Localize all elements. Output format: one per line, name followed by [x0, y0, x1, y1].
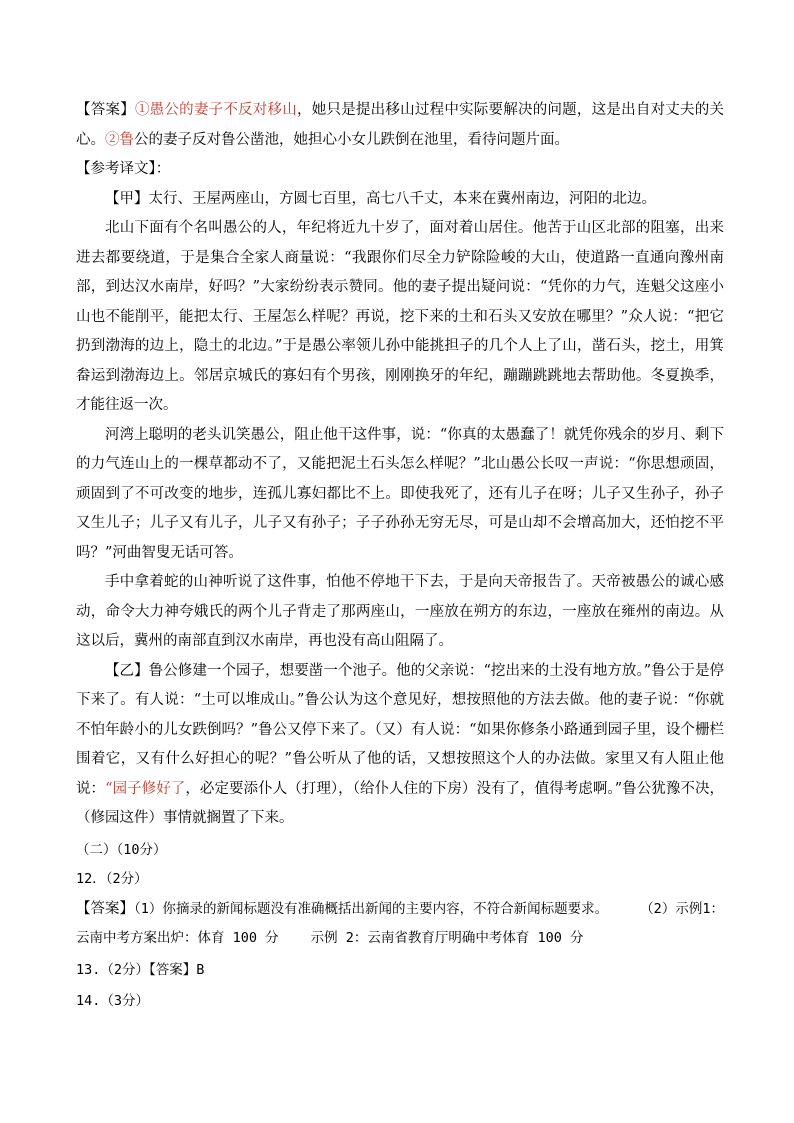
reference-translation-title: 【参考译文】： [76, 161, 171, 177]
translation-jia-p4: 手中拿着蛇的山神听说了这件事，怕他不停地干下去，于是向天帝报告了。天帝被愚公的诚心感动，命令大力神夸娥氏的两个儿子背走了那两座山，一座放在朔方的东边，一座放在雍州的南边。从这以后，冀州的南部直到汉水南岸，再也没有高山阻隔了。 [76, 574, 724, 649]
answer-12-example-a: （2）示例1：云南中考方案出炉：体育 100 分 [76, 900, 724, 946]
answer-12-text: （1）你摘录的新闻标题没有准确概括出新闻的主要内容，不符合新闻标题要求。 [134, 900, 609, 917]
answer-13: 【答案】B [149, 961, 205, 978]
answer-block-1 [76, 96, 724, 155]
answer-text-2: 公的妻子反对鲁公凿池，她担心小女儿跌倒在池里，看待问题片面。 [134, 131, 569, 148]
translation-yi-red: “园子修好了 [105, 780, 186, 797]
document-page [76, 96, 724, 1017]
answer-12-example-b: 示例 2：云南省教育厅明确中考体育 100 分 [310, 930, 584, 946]
answer-12 [76, 895, 724, 954]
translation-yi-main: 【乙】鲁公修建一个园子，想要凿一个池子。他的父亲说：“挖出来的土没有地方放。”鲁公于是停下来了。有人说：“土可以堆成山。”鲁公认为这个意见好，想按照他的方法去做。他的妻子说：“你就不怕年龄小的儿女跌倒吗？”鲁公又停下来了。（又）有人说：“如果你修条小路通到园子里，设个栅栏围着它，又有什么好担心的呢？”鲁公听从了他的话，又想按照这个人的办法做。家里又有人阻止他说： [76, 662, 724, 797]
answer-tag: 【答案】 [76, 102, 135, 118]
question-13-line [76, 956, 724, 986]
translation-jia-p2: 北山下面有个名叫愚公的人，年纪将近九十岁了，面对着山居住。他苦于山区北部的阻塞，出来进去都要绕道，于是集合全家人商量说：“我跟你们尽全力铲除险峻的大山，使道路一直通向豫州南部，到达汉水南岸，好吗？”大家纷纷表示赞同。他的妻子提出疑问说：“凭你的力气，连魁父这座小山也不能削平，能把太行、王屋怎么样呢？再说，挖下来的土和石头又安放在哪里？”众人说：“把它扔到渤海的边上，隐土的北边。”于是愚公率领儿孙中能挑担子的几个人上了山，凿石头，挖土，用箕畚运到渤海边上。邻居京城氏的寡妇有个男孩，刚刚换牙的年纪，蹦蹦跳跳地去帮助他。冬夏换季，才能往返一次。 [76, 220, 724, 413]
answer-12-tag: 【答案】 [76, 900, 135, 917]
question-12: 12．（2分） [76, 871, 148, 887]
translation-yi-tail: ，必定要添仆人（打理），（给仆人住的下房）没有了，值得考虑啊。”鲁公犹豫不决，（修园这件）事情就搁置了下来。 [76, 780, 724, 826]
answer-red-text: ①愚公的妻子不反对移山 [134, 102, 297, 118]
question-14: 14.（3分） [76, 993, 150, 1009]
question-13: 13.（2分） [76, 961, 150, 978]
translation-jia-p3: 河湾上聪明的老头讥笑愚公，阻止他干这件事，说：“你真的太愚蠢了！就凭你残余的岁月、剩下的力气连山上的一棵草都动不了，又能把泥土石头怎么样呢？”北山愚公长叹一声说：“你思想顽固，顽固到了不可改变的地步，连孤儿寡妇都比不上。即使我死了，还有儿子在呀；儿子又生孙子，孙子又生儿子；儿子又有儿子，儿子又有孙子；子子孙孙无穷无尽，可是山却不会增高加大，还怕挖不平吗？”河曲智叟无话可答。 [76, 426, 724, 561]
translation-yi [76, 657, 724, 834]
translation-jia-p1: 【甲】太行、王屋两座山，方圆七百里，高七八千丈，本来在冀州南边，河阳的北边。 [105, 190, 656, 207]
answer-text: ，她只是提出移山过程中实际要解决的问题，这是出自对丈夫的关心。 [76, 102, 725, 148]
section-2-heading: （二）（10分） [76, 841, 167, 858]
answer-red-text-2: ②鲁 [105, 131, 134, 148]
